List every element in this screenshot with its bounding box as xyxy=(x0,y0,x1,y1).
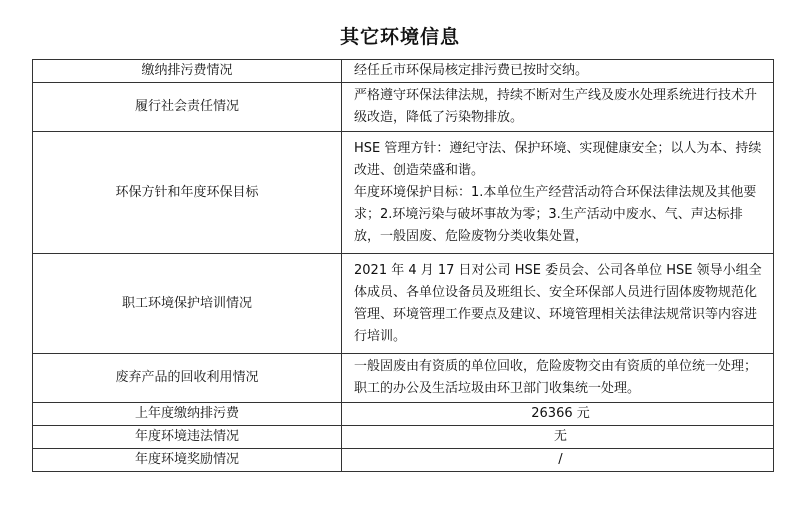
row-label: 年度环境违法情况 xyxy=(33,426,342,449)
table-row xyxy=(33,132,774,254)
row-value: 一般固废由有资质的单位回收，危险废物交由有资质的单位统一处理；职工的办公及生活垃圾由环卫部门收集统一处理。 xyxy=(342,354,774,403)
hse-policy-text: HSE 管理方针：遵纪守法、保护环境、实现健康安全；以人为本、持续改进、创造荣盛和谐。 xyxy=(354,140,762,178)
row-label: 职工环境保护培训情况 xyxy=(33,254,342,354)
table-row xyxy=(33,403,774,426)
row-value xyxy=(342,132,774,254)
page-title: 其它环境信息 xyxy=(339,26,460,48)
table-row xyxy=(33,426,774,449)
table-row xyxy=(33,254,774,354)
row-label: 履行社会责任情况 xyxy=(33,83,342,132)
annual-goal-text: 年度环境保护目标：1.本单位生产经营活动符合环保法律法规及其他要求；2.环境污染与破坏事故为零；3.生产活动中废水、气、声达标排放，一般固废、危险废物分类收集处置， xyxy=(354,184,757,244)
row-value: 2021 年 4 月 17 日对公司 HSE 委员会、公司各单位 HSE 领导小组全体成员、各单位设备员及班组长、安全环保部人员进行固体废物规范化管理、环境管理工作要点及建议、环境管理相关法律法规常识等内容进行培训。 xyxy=(342,254,774,354)
row-value: 无 xyxy=(342,426,774,449)
row-value: 经任丘市环保局核定排污费已按时交纳。 xyxy=(342,60,774,83)
table-row xyxy=(33,449,774,472)
table-row xyxy=(33,60,774,83)
row-label: 废弃产品的回收利用情况 xyxy=(33,354,342,403)
environment-info-table xyxy=(32,59,774,472)
row-label: 缴纳排污费情况 xyxy=(33,60,342,83)
row-label: 上年度缴纳排污费 xyxy=(33,403,342,426)
table-row xyxy=(33,83,774,132)
row-label: 年度环境奖励情况 xyxy=(33,449,342,472)
row-value: 26366 元 xyxy=(342,403,774,426)
table-row xyxy=(33,354,774,403)
row-value: 严格遵守环保法律法规，持续不断对生产线及废水处理系统进行技术升级改造，降低了污染物排放。 xyxy=(342,83,774,132)
row-label: 环保方针和年度环保目标 xyxy=(33,132,342,254)
row-value: / xyxy=(342,449,774,472)
